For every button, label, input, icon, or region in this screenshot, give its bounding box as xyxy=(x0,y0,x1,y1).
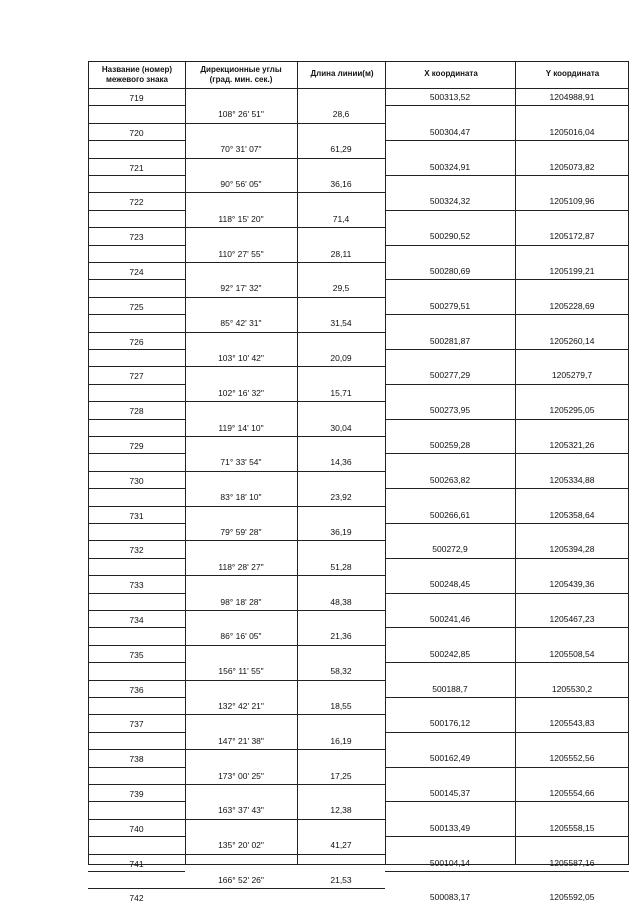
column-divider xyxy=(515,61,516,865)
direction-angle: 98° 18' 28" xyxy=(220,596,262,607)
row-divider xyxy=(88,279,185,280)
point-name: 731 xyxy=(129,510,144,521)
direction-angle: 70° 31' 07" xyxy=(220,144,262,155)
direction-angle: 85° 42' 31" xyxy=(220,318,262,329)
row-divider xyxy=(88,158,385,159)
row-divider xyxy=(88,749,385,750)
direction-angle: 71° 33' 54" xyxy=(220,457,262,468)
y-coordinate: 1205530,2 xyxy=(551,683,593,694)
row-divider xyxy=(88,854,385,855)
point-name: 742 xyxy=(129,893,144,904)
direction-angle: 83° 18' 10" xyxy=(220,492,262,503)
header-y-coordinate: Y координата xyxy=(545,69,600,78)
row-divider xyxy=(88,314,185,315)
row-divider xyxy=(385,836,629,837)
row-divider xyxy=(88,801,185,802)
row-divider xyxy=(88,453,185,454)
header-direction-angle: Дирекционные углы (град. мин. сек.) xyxy=(200,65,282,84)
row-divider xyxy=(385,105,629,106)
row-divider xyxy=(88,888,385,889)
direction-angle: 156° 11' 55" xyxy=(218,666,264,677)
line-length: 30,04 xyxy=(330,422,352,433)
header-x-coordinate: Х координата xyxy=(424,69,478,78)
x-coordinate: 500083,17 xyxy=(429,892,471,903)
y-coordinate: 1205587,16 xyxy=(549,857,595,868)
line-length: 14,36 xyxy=(330,457,352,468)
point-name: 728 xyxy=(129,406,144,417)
row-divider xyxy=(385,558,629,559)
line-length: 48,38 xyxy=(330,596,352,607)
direction-angle: 79° 59' 28" xyxy=(220,527,262,537)
point-name: 722 xyxy=(129,197,144,208)
row-divider xyxy=(88,593,185,594)
row-divider xyxy=(88,662,185,663)
point-name: 733 xyxy=(129,580,144,591)
line-length: 58,32 xyxy=(330,666,352,677)
line-length: 16,19 xyxy=(330,735,352,746)
y-coordinate: 1205592,05 xyxy=(549,892,595,903)
x-coordinate: 500242,85 xyxy=(429,648,471,659)
line-length: 51,28 xyxy=(330,561,352,572)
row-divider xyxy=(385,593,629,594)
row-divider xyxy=(88,732,185,733)
x-coordinate: 500104,14 xyxy=(429,857,471,868)
point-name: 734 xyxy=(129,615,144,625)
line-length: 15,71 xyxy=(330,387,352,398)
direction-angle: 102° 16' 32" xyxy=(218,387,264,398)
y-coordinate: 1205508,54 xyxy=(549,648,595,659)
point-name: 725 xyxy=(129,301,144,312)
row-divider xyxy=(88,140,185,141)
y-coordinate: 1205016,04 xyxy=(549,126,595,137)
point-name: 727 xyxy=(129,371,144,382)
row-divider xyxy=(88,767,185,768)
line-length: 36,19 xyxy=(330,527,352,537)
direction-angle: 135° 20' 02" xyxy=(218,840,264,851)
row-divider xyxy=(88,384,185,385)
table-top-border xyxy=(88,61,629,62)
row-divider xyxy=(88,192,385,193)
line-length: 61,29 xyxy=(330,144,352,155)
y-coordinate: 1205439,36 xyxy=(549,579,595,590)
y-coordinate: 1205554,66 xyxy=(549,788,595,798)
column-divider xyxy=(628,61,629,865)
row-divider xyxy=(385,279,629,280)
line-length: 31,54 xyxy=(330,318,352,329)
row-divider xyxy=(88,819,385,820)
y-coordinate: 1205358,64 xyxy=(549,509,595,520)
column-divider xyxy=(88,61,89,865)
row-divider xyxy=(88,523,185,524)
row-divider xyxy=(385,523,629,524)
point-name: 726 xyxy=(129,336,144,347)
direction-angle: 132° 42' 21" xyxy=(218,701,264,711)
line-length: 18,55 xyxy=(330,701,352,711)
direction-angle: 108° 26' 51" xyxy=(218,109,264,120)
direction-angle: 92° 17' 32" xyxy=(220,283,262,294)
point-name: 738 xyxy=(129,754,144,765)
line-length: 71,4 xyxy=(332,213,350,224)
row-divider xyxy=(88,297,385,298)
row-divider xyxy=(88,210,185,211)
row-divider xyxy=(385,175,629,176)
row-divider xyxy=(385,801,629,802)
row-divider xyxy=(385,871,629,872)
y-coordinate: 1205558,15 xyxy=(549,822,595,833)
row-divider xyxy=(88,366,385,367)
y-coordinate: 1205552,56 xyxy=(549,753,595,764)
line-length: 36,16 xyxy=(330,179,352,189)
direction-angle: 163° 37' 43" xyxy=(218,805,264,816)
column-divider xyxy=(385,61,386,865)
row-divider xyxy=(88,332,385,333)
x-coordinate: 500162,49 xyxy=(429,753,471,764)
x-coordinate: 500248,45 xyxy=(429,579,471,590)
direction-angle: 119° 14' 10" xyxy=(218,422,264,433)
direction-angle: 86° 16' 05" xyxy=(220,631,262,642)
row-divider xyxy=(88,123,385,124)
x-coordinate: 500188,7 xyxy=(432,683,468,694)
y-coordinate: 1205073,82 xyxy=(549,161,595,172)
line-length: 41,27 xyxy=(330,840,352,851)
row-divider xyxy=(88,645,385,646)
x-coordinate: 500259,28 xyxy=(429,440,471,450)
row-divider xyxy=(385,349,629,350)
y-coordinate: 1205295,05 xyxy=(549,405,595,416)
x-coordinate: 500241,46 xyxy=(429,614,471,624)
point-name: 729 xyxy=(129,441,144,451)
row-divider xyxy=(88,610,385,611)
direction-angle: 166° 52' 26" xyxy=(218,875,264,885)
direction-angle: 110° 27' 55" xyxy=(218,248,264,259)
x-coordinate: 500290,52 xyxy=(429,231,471,242)
row-divider xyxy=(385,488,629,489)
point-name: 740 xyxy=(129,823,144,834)
y-coordinate: 1205199,21 xyxy=(549,266,595,276)
x-coordinate: 500324,32 xyxy=(429,196,471,207)
direction-angle: 147° 21' 38" xyxy=(218,735,264,746)
line-length: 21,53 xyxy=(330,875,352,885)
y-coordinate: 1205467,23 xyxy=(549,614,595,624)
header-line-length: Длина линии(м) xyxy=(310,69,374,78)
row-divider xyxy=(385,210,629,211)
row-divider xyxy=(88,488,185,489)
point-name: 730 xyxy=(129,475,144,486)
x-coordinate: 500176,12 xyxy=(429,718,471,729)
point-name: 719 xyxy=(129,93,144,103)
row-divider xyxy=(88,436,385,437)
x-coordinate: 500273,95 xyxy=(429,405,471,416)
direction-angle: 173° 00' 25" xyxy=(218,770,264,781)
row-divider xyxy=(88,349,185,350)
line-length: 21,36 xyxy=(330,631,352,642)
row-divider xyxy=(385,732,629,733)
point-name: 741 xyxy=(129,858,144,869)
x-coordinate: 500145,37 xyxy=(429,788,471,798)
x-coordinate: 500304,47 xyxy=(429,126,471,137)
survey-coordinates-table xyxy=(88,61,629,904)
point-name: 736 xyxy=(129,684,144,695)
y-coordinate: 1205109,96 xyxy=(549,196,595,207)
row-divider xyxy=(385,384,629,385)
x-coordinate: 500313,52 xyxy=(429,92,471,102)
row-divider xyxy=(88,836,185,837)
row-divider xyxy=(385,767,629,768)
x-coordinate: 500279,51 xyxy=(429,300,471,311)
row-divider xyxy=(88,871,185,872)
y-coordinate: 1205394,28 xyxy=(549,544,595,555)
y-coordinate: 1205228,69 xyxy=(549,300,595,311)
direction-angle: 103° 10' 42" xyxy=(218,353,264,363)
line-length: 17,25 xyxy=(330,770,352,781)
y-coordinate: 1205279,7 xyxy=(551,370,593,381)
row-divider xyxy=(88,471,385,472)
y-coordinate: 1205260,14 xyxy=(549,335,595,346)
point-name: 723 xyxy=(129,232,144,243)
x-coordinate: 500263,82 xyxy=(429,474,471,485)
row-divider xyxy=(88,714,385,715)
x-coordinate: 500281,87 xyxy=(429,335,471,346)
row-divider xyxy=(88,575,385,576)
x-coordinate: 500277,29 xyxy=(429,370,471,381)
row-divider xyxy=(385,627,629,628)
row-divider xyxy=(88,627,185,628)
y-coordinate: 1204988,91 xyxy=(549,92,595,102)
row-divider xyxy=(88,784,385,785)
point-name: 721 xyxy=(129,162,144,173)
y-coordinate: 1205543,83 xyxy=(549,718,595,729)
row-divider xyxy=(88,506,385,507)
row-divider xyxy=(385,453,629,454)
row-divider xyxy=(88,175,185,176)
point-name: 737 xyxy=(129,719,144,730)
row-divider xyxy=(88,680,385,681)
y-coordinate: 1205321,26 xyxy=(549,440,595,450)
header-divider xyxy=(88,88,629,89)
line-length: 20,09 xyxy=(330,353,352,363)
row-divider xyxy=(385,697,629,698)
y-coordinate: 1205172,87 xyxy=(549,231,595,242)
point-name: 720 xyxy=(129,127,144,138)
x-coordinate: 500272,9 xyxy=(432,544,468,555)
row-divider xyxy=(385,419,629,420)
point-name: 735 xyxy=(129,649,144,660)
row-divider xyxy=(88,697,185,698)
point-name: 724 xyxy=(129,267,144,277)
line-length: 23,92 xyxy=(330,492,352,503)
line-length: 29,5 xyxy=(332,283,350,294)
line-length: 28,11 xyxy=(330,248,352,259)
line-length: 28,6 xyxy=(332,109,350,120)
row-divider xyxy=(88,105,185,106)
x-coordinate: 500324,91 xyxy=(429,161,471,172)
row-divider xyxy=(88,558,185,559)
direction-angle: 118° 15' 20" xyxy=(218,213,264,224)
row-divider xyxy=(88,401,385,402)
row-divider xyxy=(88,419,185,420)
row-divider xyxy=(385,662,629,663)
line-length: 12,38 xyxy=(330,805,352,816)
y-coordinate: 1205334,88 xyxy=(549,474,595,485)
direction-angle: 118° 28' 27" xyxy=(218,561,264,572)
row-divider xyxy=(88,540,385,541)
x-coordinate: 500133,49 xyxy=(429,822,471,833)
x-coordinate: 500280,69 xyxy=(429,266,471,276)
x-coordinate: 500266,61 xyxy=(429,509,471,520)
header-point-name: Название (номер) межевого знака xyxy=(101,65,173,84)
point-name: 739 xyxy=(129,789,144,799)
direction-angle: 90° 56' 05" xyxy=(220,179,262,189)
row-divider xyxy=(88,262,385,263)
row-divider xyxy=(88,227,385,228)
row-divider xyxy=(385,245,629,246)
point-name: 732 xyxy=(129,545,144,556)
row-divider xyxy=(385,140,629,141)
row-divider xyxy=(385,314,629,315)
row-divider xyxy=(88,245,185,246)
